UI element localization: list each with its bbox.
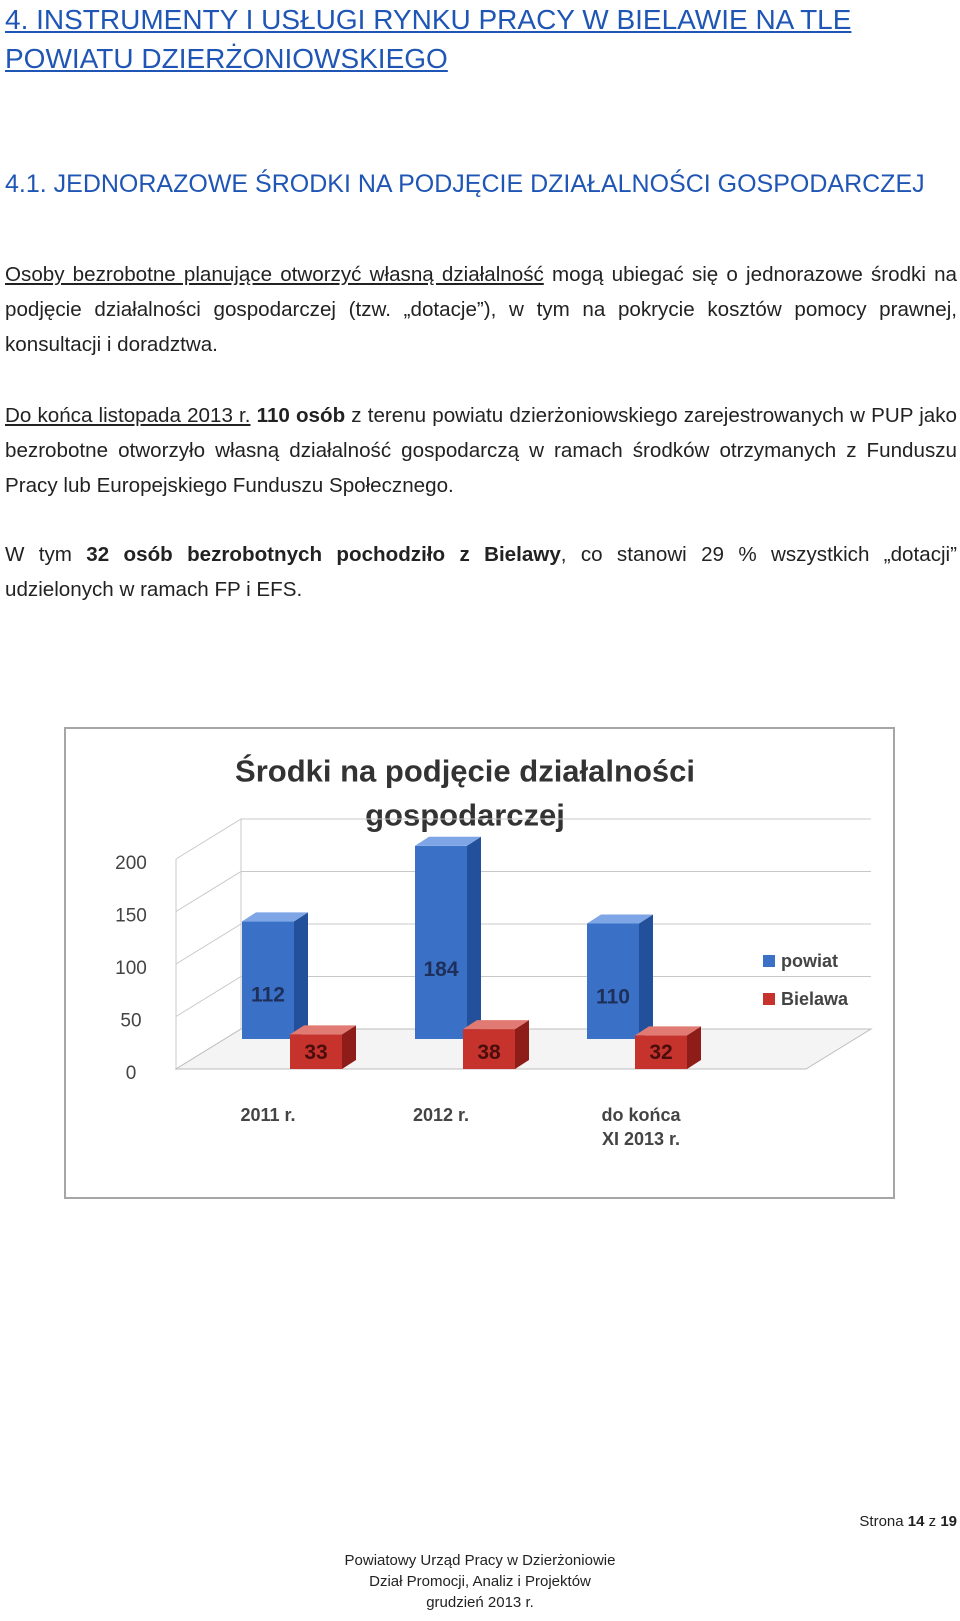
y-tick-label: 50 — [120, 1010, 142, 1032]
category-label: XI 2013 r. — [601, 1129, 681, 1149]
chart-container — [64, 727, 895, 1199]
y-tick-label: 200 — [115, 853, 147, 874]
bar-side — [639, 915, 653, 1040]
footer-line-office: Powiatowy Urząd Pracy w Dzierżoniowie — [344, 1552, 616, 1569]
bar-side — [294, 912, 308, 1039]
paragraph-text: mogą ubiegać się o jednorazowe środki na podjęcie działalności gospodarczej (tzw. „dotacje”), w tym na pokrycie kosztów pomocy prawnej, konsultacji i doradztwa. — [5, 263, 957, 356]
pager-separator: z — [928, 1513, 937, 1530]
data-label: 33 — [304, 1041, 328, 1064]
data-label: 32 — [649, 1041, 673, 1064]
y-tick-label: 150 — [115, 905, 147, 927]
y-tick-label: 100 — [115, 958, 147, 979]
bold-phrase: 32 osób bezrobotnych pochodziło z Bielawy — [86, 543, 561, 566]
gridline — [176, 872, 871, 912]
legend-swatch — [763, 955, 775, 967]
legend-swatch — [763, 993, 775, 1005]
paragraph-bielawa — [5, 537, 957, 607]
y-tick-label: 0 — [125, 1063, 137, 1084]
paragraph-stats — [5, 398, 957, 503]
bar — [587, 924, 639, 1040]
section-heading: 4. INSTRUMENTY I USŁUGI RYNKU PRACY W BIELAWIE NA TLE POWIATU DZIERŻONIOWSKIEGO — [5, 4, 852, 74]
underlined-phrase: Osoby bezrobotne planujące otworzyć własną działalność — [5, 263, 544, 286]
category-label: 2011 r. — [240, 1105, 296, 1125]
category-label: do końca — [601, 1105, 681, 1125]
subsection-heading: 4.1. JEDNORAZOWE ŚRODKI NA PODJĘCIE DZIAŁALNOŚCI GOSPODARCZEJ — [5, 170, 925, 198]
bar — [242, 921, 294, 1039]
page-footer — [0, 1550, 960, 1613]
legend-label: Bielawa — [781, 989, 849, 1009]
footer-line-date: grudzień 2013 r. — [426, 1594, 534, 1611]
data-label: 112 — [251, 983, 285, 1007]
bar-side — [467, 837, 481, 1039]
bold-phrase: 110 osób — [256, 404, 346, 427]
underlined-phrase: Do końca listopada 2013 r. — [5, 404, 251, 427]
paragraph-lead: W tym — [5, 543, 87, 566]
bar-chart — [66, 729, 893, 1197]
paragraph-text: z terenu powiatu dzierżoniowskiego zarejestrowanych w PUP jako bezrobotne otworzyło własną działalność gospodarczą w ramach środków otrzymanych z Funduszu Pracy lub Europejskiego Funduszu Społecznego. — [5, 404, 957, 497]
footer-line-department: Dział Promocji, Analiz i Projektów — [369, 1573, 591, 1590]
pager-total: 19 — [940, 1513, 957, 1530]
data-label: 184 — [423, 957, 459, 981]
chart-title: Środki na podjęcie działalności — [235, 753, 695, 789]
data-label: 38 — [477, 1041, 501, 1064]
pager-current: 14 — [907, 1513, 925, 1530]
legend-label: powiat — [781, 951, 838, 971]
page-number — [859, 1512, 957, 1532]
bar — [415, 846, 467, 1039]
paragraph-text: , co stanowi 29 % wszystkich „dotacji” udzielonych w ramach FP i EFS. — [5, 543, 957, 601]
pager-prefix: Strona — [859, 1513, 904, 1530]
chart-title: gospodarczej — [365, 797, 565, 833]
data-label: 110 — [596, 985, 630, 1009]
paragraph-intro — [5, 257, 957, 362]
category-label: 2012 r. — [412, 1105, 470, 1125]
